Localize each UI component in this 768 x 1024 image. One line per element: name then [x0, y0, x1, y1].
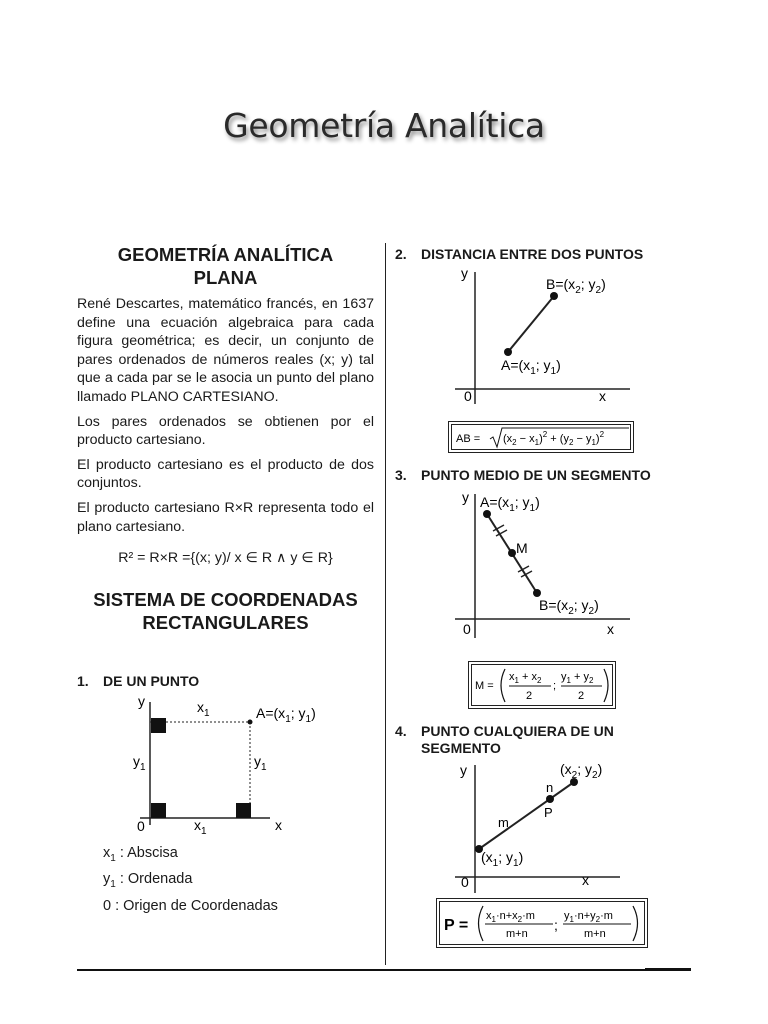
formula-distance-box — [448, 421, 634, 453]
x-label: x — [582, 872, 589, 888]
def-ordenada: $y_1$ : Ordenada — [103, 871, 193, 891]
left-column — [77, 243, 374, 634]
origin-label: 0 — [464, 388, 472, 404]
item-number: 2. — [395, 246, 407, 262]
column-divider — [385, 243, 386, 965]
figure-point-diagram — [120, 690, 350, 840]
section-title-line2: PLANA — [193, 267, 258, 288]
numerator-x: $x_1\cdot n+x_2\cdot m$ — [486, 910, 535, 924]
separator: ; — [553, 680, 557, 692]
section-title-sistema — [77, 588, 374, 634]
formula-label: M = — [475, 680, 494, 692]
paragraph-pares: Los pares ordenados se obtienen por el producto cartesiano. — [77, 413, 374, 449]
label-m: m — [498, 815, 509, 830]
item-title: PUNTO MEDIO DE UN SEGMENTO — [421, 467, 651, 483]
denominator: m+n — [506, 928, 528, 940]
point-a — [504, 348, 512, 356]
page-title: Geometría Analítica — [223, 106, 545, 145]
right-angle-marker — [151, 803, 166, 818]
point-a-label: $A=(x_1$; $y_1$) — [480, 494, 540, 514]
paragraph-producto: El producto cartesiano es el producto de dos conjuntos. — [77, 456, 374, 492]
x1-top-label: $x_1$ — [197, 699, 210, 719]
right-angle-marker — [151, 718, 166, 733]
figure-any-point-diagram — [430, 757, 650, 897]
point-1-label: ($x_1$; $y_1$) — [481, 849, 524, 869]
def-origen: 0 : Origen de Coordenadas — [103, 897, 278, 914]
item-number: 4. — [395, 723, 407, 739]
paragraph-descartes: René Descartes, matemático francés, en 1637 define una ecuación algebraica para cada figura geométrica; es decir, un conjunto de pares ordenados de números reales (x; y) tal que a cada par se le asocia un punto del plano llamado PLANO CARTESIANO. — [77, 296, 374, 405]
numerator-y: $y_1\cdot n+y_2\cdot m$ — [564, 910, 613, 924]
point-b-label: $B=(x_2$; $y_2$) — [539, 597, 599, 617]
separator: ; — [554, 917, 558, 933]
bottom-rule-accent — [645, 968, 691, 971]
label-n: n — [546, 780, 554, 795]
bottom-rule — [77, 969, 689, 971]
y-label: y — [462, 489, 469, 505]
formula-label: P = — [444, 917, 469, 934]
point-m-label: M — [516, 540, 528, 556]
section-title-geometria-plana — [77, 243, 374, 289]
formula-label: AB = — [456, 433, 481, 445]
denominator: 2 — [526, 690, 533, 702]
x-label: x — [607, 621, 614, 637]
denominator: m+n — [584, 928, 606, 940]
point-p — [546, 795, 554, 803]
point-a — [483, 510, 491, 518]
y-label: y — [460, 762, 467, 778]
point-b — [550, 292, 558, 300]
numerator-x: $x_1 + x_2$ — [509, 671, 542, 685]
item-heading-4 — [395, 723, 614, 757]
item-number: 3. — [395, 467, 407, 483]
denominator: 2 — [578, 690, 585, 702]
item-title: DE UN PUNTO — [103, 673, 200, 689]
formula-any-point — [437, 899, 647, 947]
formula-r2: R² = R×R ={(x; y)/ x ∈ R ∧ y ∈ R} — [118, 550, 333, 567]
point-a — [248, 720, 253, 725]
item-heading-3 — [395, 467, 651, 484]
point-2-label: ($x_2$; $y_2$) — [560, 761, 603, 781]
formula-midpoint — [469, 662, 615, 708]
item-number: 1. — [77, 673, 89, 689]
item-title: PUNTO CUALQUIERA DE UN — [421, 723, 614, 739]
numerator-y: $y_1 + y_2$ — [561, 671, 594, 685]
item-heading-2 — [395, 246, 643, 263]
x1-bottom-label: $x_1$ — [194, 817, 207, 837]
point-b — [533, 589, 541, 597]
figure-distance-diagram — [430, 262, 650, 407]
paren-left — [479, 906, 484, 941]
formula-any-point-box — [436, 898, 648, 948]
origin-label: 0 — [137, 818, 145, 834]
item-heading-1 — [77, 673, 199, 690]
paren-right — [633, 906, 638, 941]
x-label: x — [275, 817, 282, 833]
segment — [479, 782, 574, 849]
def-abscisa: $x_1$ : Abscisa — [103, 845, 178, 864]
formula-midpoint-box — [468, 661, 616, 709]
section-title-line1: GEOMETRÍA ANALÍTICA — [117, 244, 334, 265]
formula-body: $(x_2 - x_1)^2 + (y_2 - y_1)^2$ — [503, 430, 605, 447]
point-a-label: $A=(x_1$; $y_1$) — [501, 357, 561, 377]
x-label: x — [599, 388, 606, 404]
formula-distance — [449, 422, 633, 452]
y-label: y — [461, 265, 468, 281]
y1-left-label: $y_1$ — [133, 753, 146, 773]
paren-right — [604, 669, 608, 702]
right-angle-marker — [236, 803, 251, 818]
item-title: DISTANCIA ENTRE DOS PUNTOS — [421, 246, 644, 262]
segment-ab — [508, 296, 554, 352]
figure-midpoint-diagram — [430, 486, 650, 641]
section-title-line1: SISTEMA DE COORDENADAS — [93, 589, 358, 611]
paragraph-rxr: El producto cartesiano R×R representa todo el plano cartesiano. — [77, 499, 374, 535]
point-m — [508, 549, 516, 557]
section-title-line2: RECTANGULARES — [142, 612, 309, 634]
point-a-label: $A=(x_1$; $y_1$) — [256, 705, 316, 725]
y1-right-label: $y_1$ — [254, 753, 267, 773]
y-label: y — [138, 693, 145, 709]
label-p: P — [544, 805, 553, 820]
point-b-label: $B=(x_2$; $y_2$) — [546, 276, 606, 296]
definitions-list — [103, 843, 278, 916]
origin-label: 0 — [461, 874, 469, 890]
item-title-line2: SEGMENTO — [421, 740, 501, 756]
origin-label: 0 — [463, 621, 471, 637]
paren-left — [501, 669, 505, 702]
